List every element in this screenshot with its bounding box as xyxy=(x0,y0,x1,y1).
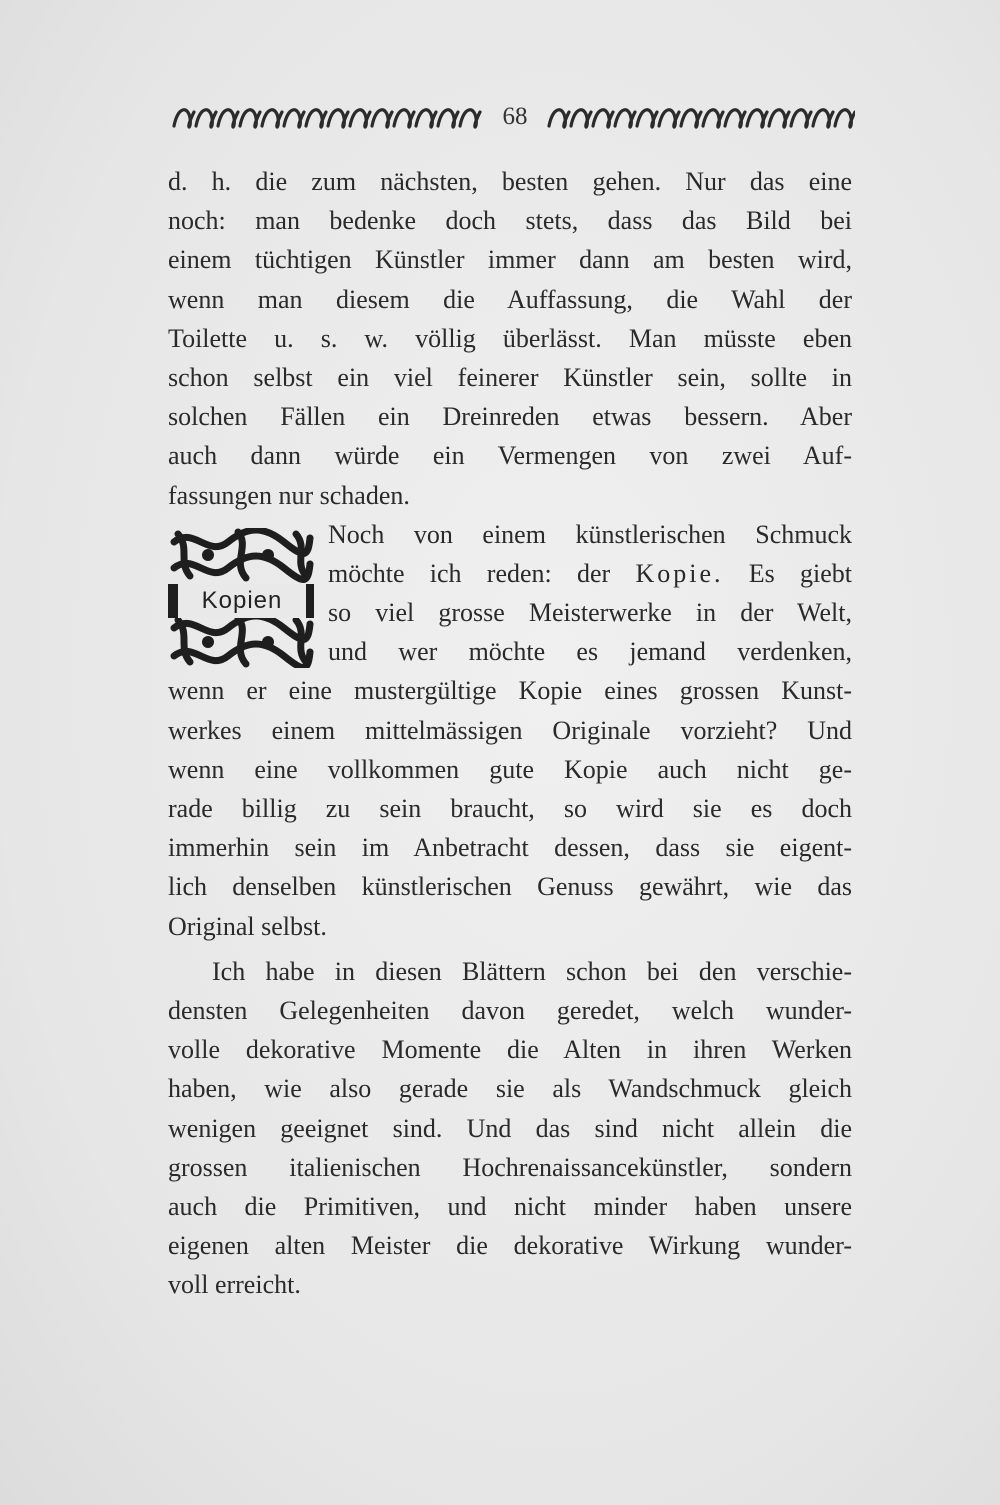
text-line: lich denselben künstlerischen Genuss gewährt, wie das xyxy=(168,872,852,902)
text-line: Ich habe in diesen Blättern schon bei den verschie- xyxy=(212,956,852,986)
page-number: 68 xyxy=(502,103,528,130)
text-line: Toilette u. s. w. völlig überlässt. Man müsste eben xyxy=(168,323,852,353)
text-line: noch: man bedenke doch stets, dass das Bild bei xyxy=(168,206,852,236)
text-fragment: möchte ich reden: der xyxy=(328,558,611,588)
text-line: Original selbst. xyxy=(168,911,327,941)
text-line: werkes einem mittelmässigen Originale vorzieht? Und xyxy=(168,715,852,745)
paragraph-1 xyxy=(168,162,852,515)
text-line: Noch von einem künstlerischen Schmuck xyxy=(328,519,852,549)
interlace-ornament-left-icon xyxy=(170,104,485,134)
page-header xyxy=(170,100,855,140)
text-line: immerhin sein im Anbetracht dessen, dass sie eigent- xyxy=(168,833,852,863)
emphasis-word: Kopie. xyxy=(635,558,724,588)
text-line: schon selbst ein viel feinerer Künstler sein, sollte in xyxy=(168,362,852,392)
text-line: voll erreicht. xyxy=(168,1270,301,1300)
text-line: wenn eine vollkommen gute Kopie auch nicht ge- xyxy=(168,754,852,784)
interlace-ornament-right-icon xyxy=(545,104,855,134)
initial-word: Kopien xyxy=(178,584,306,618)
text-line: und wer möchte es jemand verdenken, xyxy=(328,637,852,667)
text-line: wenn er eine mustergültige Kopie eines grossen Kunst- xyxy=(168,676,852,706)
text-line: so viel grosse Meisterwerke in der Welt, xyxy=(328,598,852,628)
paragraph-3 xyxy=(168,952,852,1305)
text-fragment: Es giebt xyxy=(748,558,852,588)
text-line: einem tüchtigen Künstler immer dann am besten wird, xyxy=(168,245,852,275)
text-line: grossen italienischen Hochrenaissancekünstler, sondern xyxy=(168,1152,852,1182)
text-line: wenigen geeignet sind. Und das sind nicht allein die xyxy=(168,1113,852,1143)
body-text xyxy=(168,162,852,1304)
text-line: eigenen alten Meister die dekorative Wirkung wunder- xyxy=(168,1231,852,1261)
text-line: auch die Primitiven, und nicht minder haben unsere xyxy=(168,1191,852,1221)
text-line: auch dann würde ein Vermengen von zwei Auf- xyxy=(168,441,852,471)
text-line: volle dekorative Momente die Alten in ihren Werken xyxy=(168,1035,852,1065)
text-line: d. h. die zum nächsten, besten gehen. Nur das eine xyxy=(168,167,852,196)
text-line: rade billig zu sein braucht, so wird sie es doch xyxy=(168,794,852,823)
text-line: densten Gelegenheiten davon geredet, welch wunder- xyxy=(168,995,852,1025)
text-line: fassungen nur schaden. xyxy=(168,480,410,510)
text-line: wenn man diesem die Auffassung, die Wahl der xyxy=(168,284,852,314)
text-line: haben, wie also gerade sie als Wandschmuck gleich xyxy=(168,1074,852,1104)
initial-vignette xyxy=(168,528,314,668)
text-line: solchen Fällen ein Dreinreden etwas bessern. Aber xyxy=(168,402,852,432)
